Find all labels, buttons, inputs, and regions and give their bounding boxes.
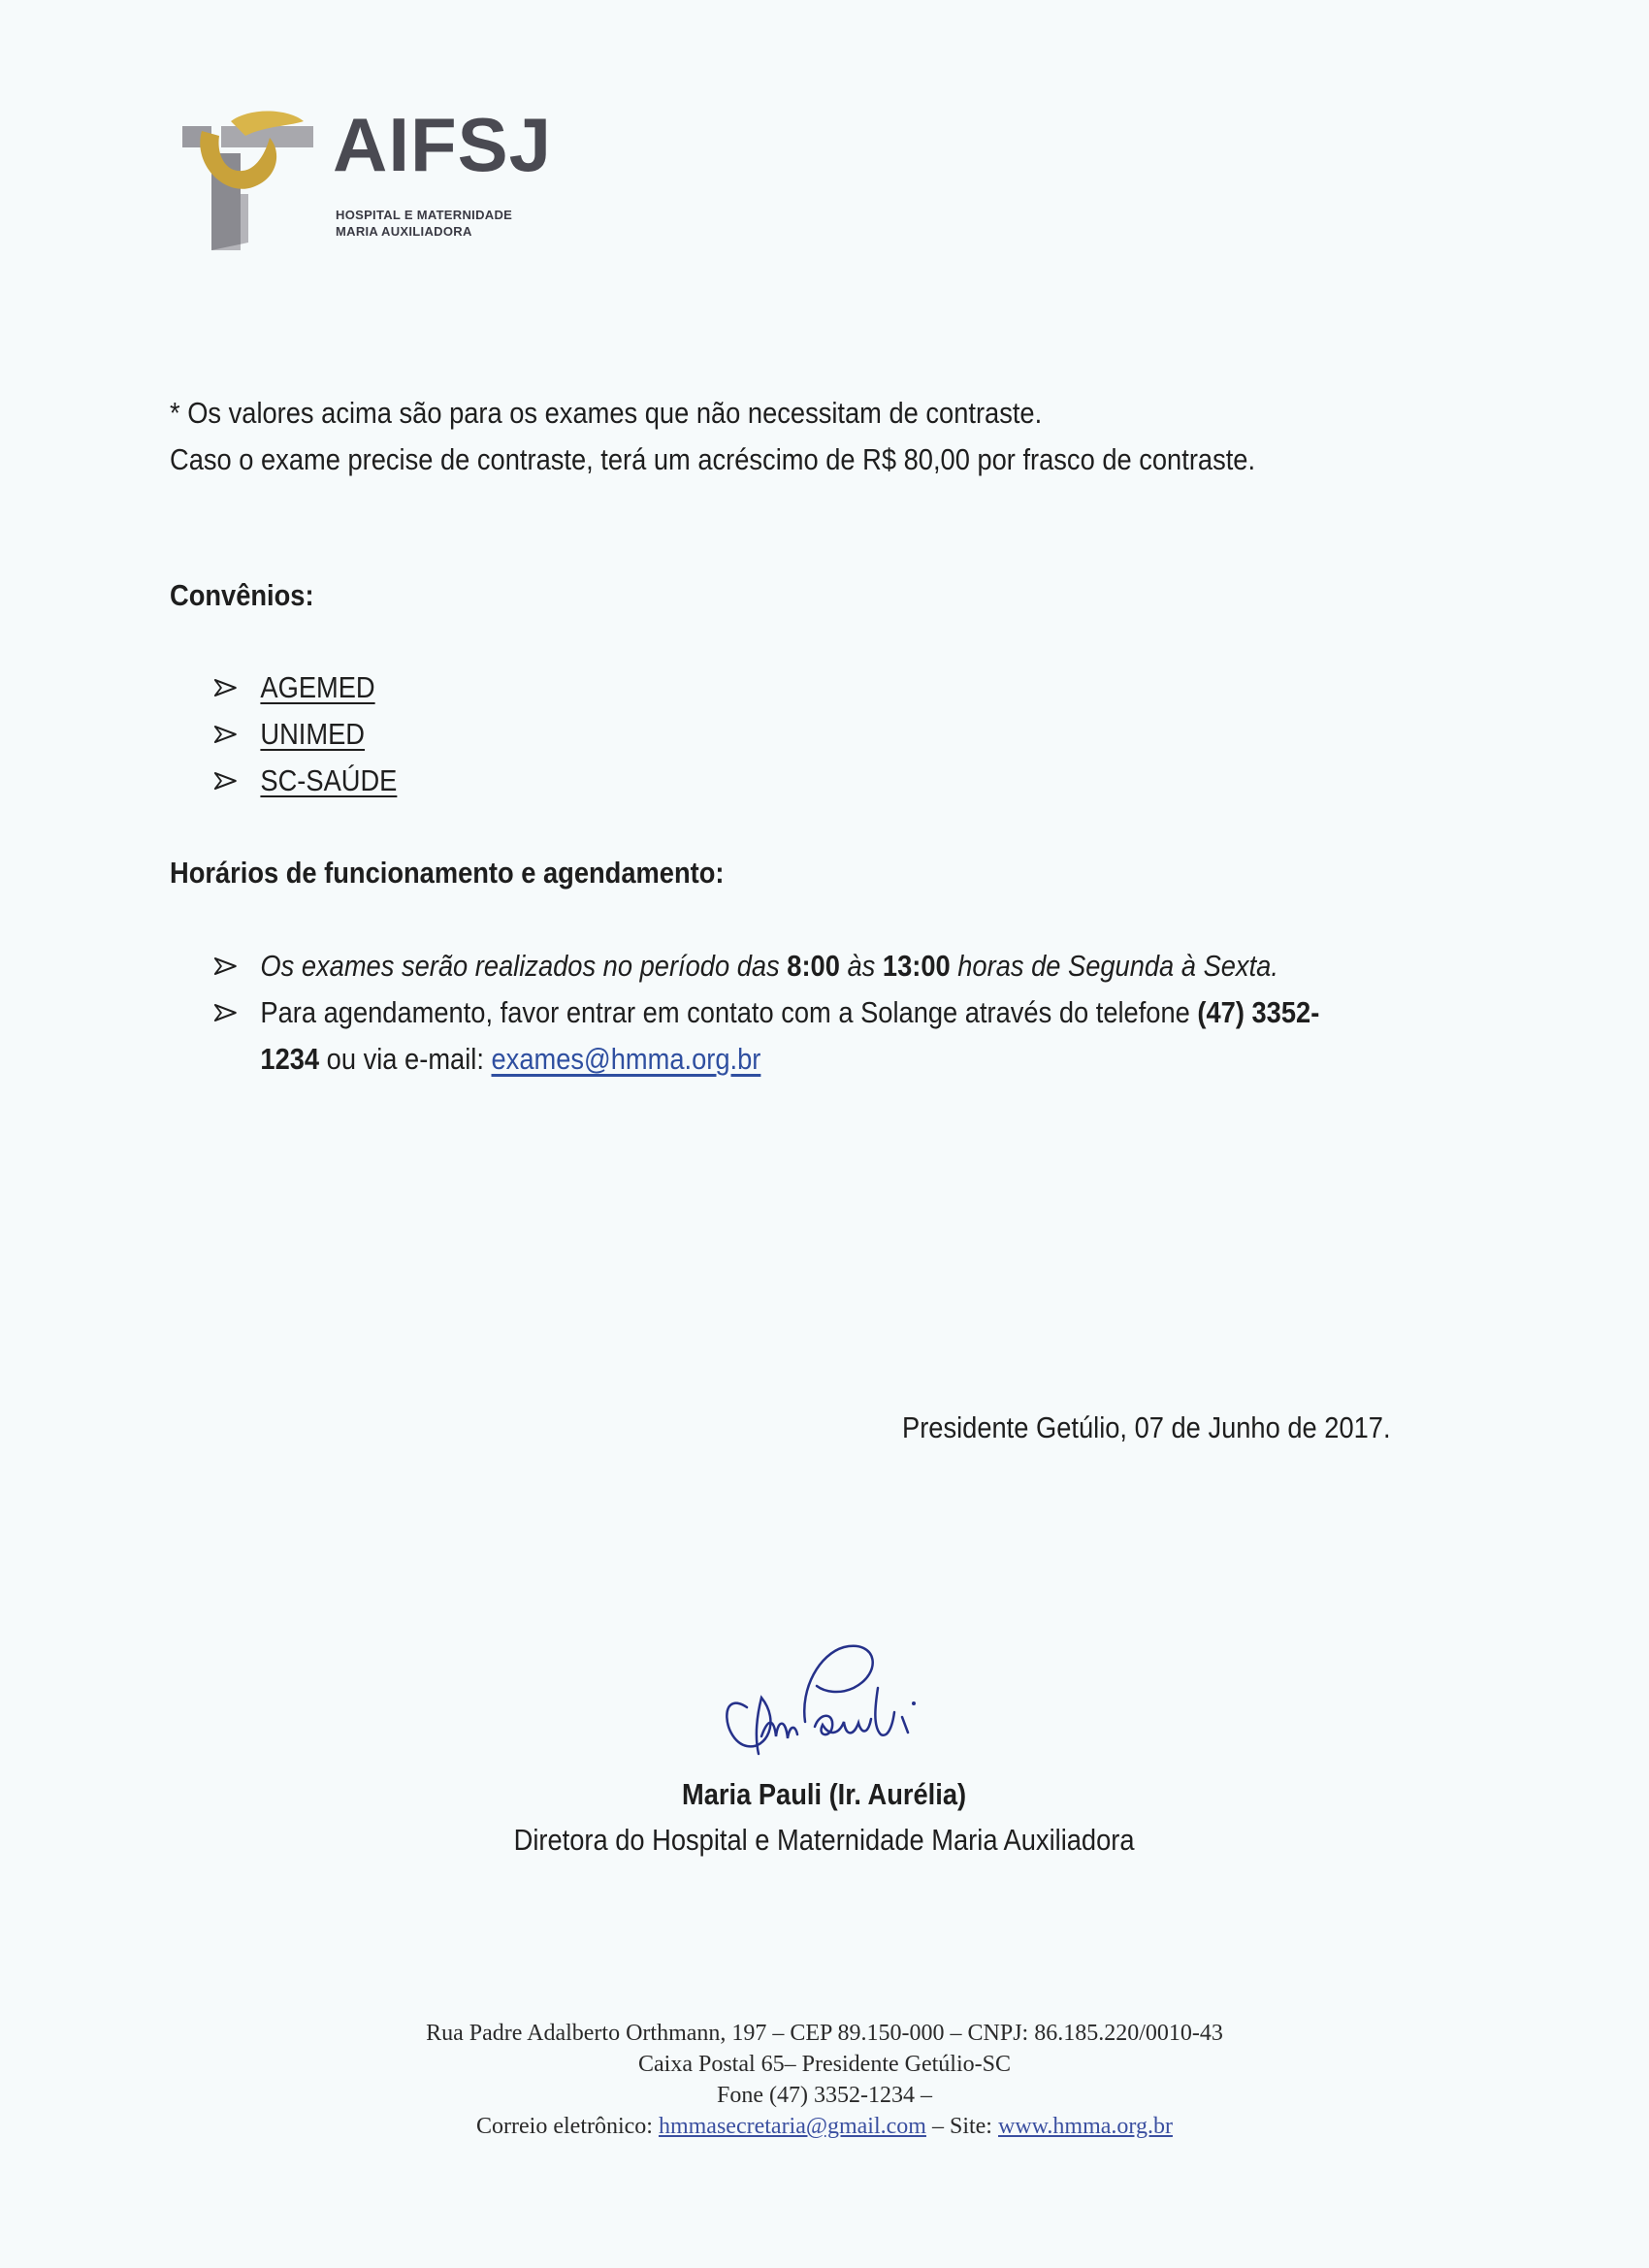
convenio-sc-saude: SC-SAÚDE (260, 763, 398, 797)
list-item (213, 943, 1319, 989)
list-item (213, 758, 397, 804)
hours-start: 8:00 (787, 949, 840, 983)
arrow-bullet-icon (213, 725, 238, 744)
hospital-logo (173, 97, 629, 262)
hours-list (213, 943, 1319, 1083)
note-line-2: Caso o exame precise de contraste, terá um acréscimo de R$ 80,00 por frasco de contraste. (170, 442, 1256, 476)
logo-subtitle-line2: MARIA AUXILIADORA (336, 224, 472, 239)
exams-email-link[interactable]: exames@hmma.org.br (491, 1042, 761, 1076)
hours-suffix: horas de Segunda à Sexta. (957, 949, 1278, 983)
footer-address: Rua Padre Adalberto Orthmann, 197 – CEP 89.150-000 – CNPJ: 86.185.220/0010-43 (426, 2021, 1223, 2046)
hours-prefix: Os exames serão realizados no período das (260, 949, 780, 983)
via-email-label: ou via e-mail: (326, 1042, 484, 1076)
footer-contact (0, 2111, 1649, 2142)
logo-subtitle-line1: HOSPITAL E MATERNIDADE (336, 208, 513, 222)
list-item (213, 711, 397, 758)
date-line: Presidente Getúlio, 07 de Junho de 2017. (902, 1410, 1391, 1444)
convenios-list (213, 664, 397, 804)
signatory-name (0, 1771, 1649, 1818)
signatory-title (0, 1817, 1649, 1863)
phone-part-2: 1234 (260, 1042, 320, 1076)
convenio-agemed: AGEMED (260, 670, 375, 704)
hours-end: 13:00 (882, 949, 951, 983)
logo-emblem-icon (173, 97, 328, 262)
note-line-1: * Os valores acima são para os exames que não necessitam de contraste. (170, 396, 1043, 430)
arrow-bullet-icon (213, 771, 238, 791)
signatory-name-text: Maria Pauli (Ir. Aurélia) (682, 1777, 967, 1811)
signatory-title-text: Diretora do Hospital e Maternidade Maria Auxiliadora (514, 1823, 1135, 1857)
list-item (213, 989, 1319, 1036)
footer-phone: Fone (47) 3352-1234 – (717, 2083, 932, 2108)
handwritten-signature (708, 1630, 989, 1775)
logo-name: AIFSJ (333, 102, 553, 187)
arrow-bullet-icon (213, 678, 238, 697)
footer-site-label: – Site: (931, 2114, 992, 2139)
hours-heading: Horários de funcionamento e agendamento: (170, 856, 725, 890)
footer-email-link[interactable]: hmmasecretaria@gmail.com (658, 2114, 926, 2139)
phone-part-1: (47) 3352- (1197, 995, 1320, 1029)
footer-po-box: Caixa Postal 65– Presidente Getúlio-SC (638, 2052, 1011, 2077)
scheduling-text: Para agendamento, favor entrar em contato com a Solange através do telefone (260, 995, 1190, 1029)
convenios-heading: Convênios: (170, 578, 314, 612)
arrow-bullet-icon (213, 956, 238, 976)
footer-site-link[interactable]: www.hmma.org.br (997, 2114, 1173, 2139)
hours-mid: às (847, 949, 876, 983)
list-item (213, 1036, 1319, 1083)
footer-email-label: Correio eletrônico: (476, 2114, 653, 2139)
list-item (213, 664, 397, 711)
price-note (170, 390, 1255, 483)
convenio-unimed: UNIMED (260, 717, 366, 751)
arrow-bullet-icon (213, 1003, 238, 1022)
